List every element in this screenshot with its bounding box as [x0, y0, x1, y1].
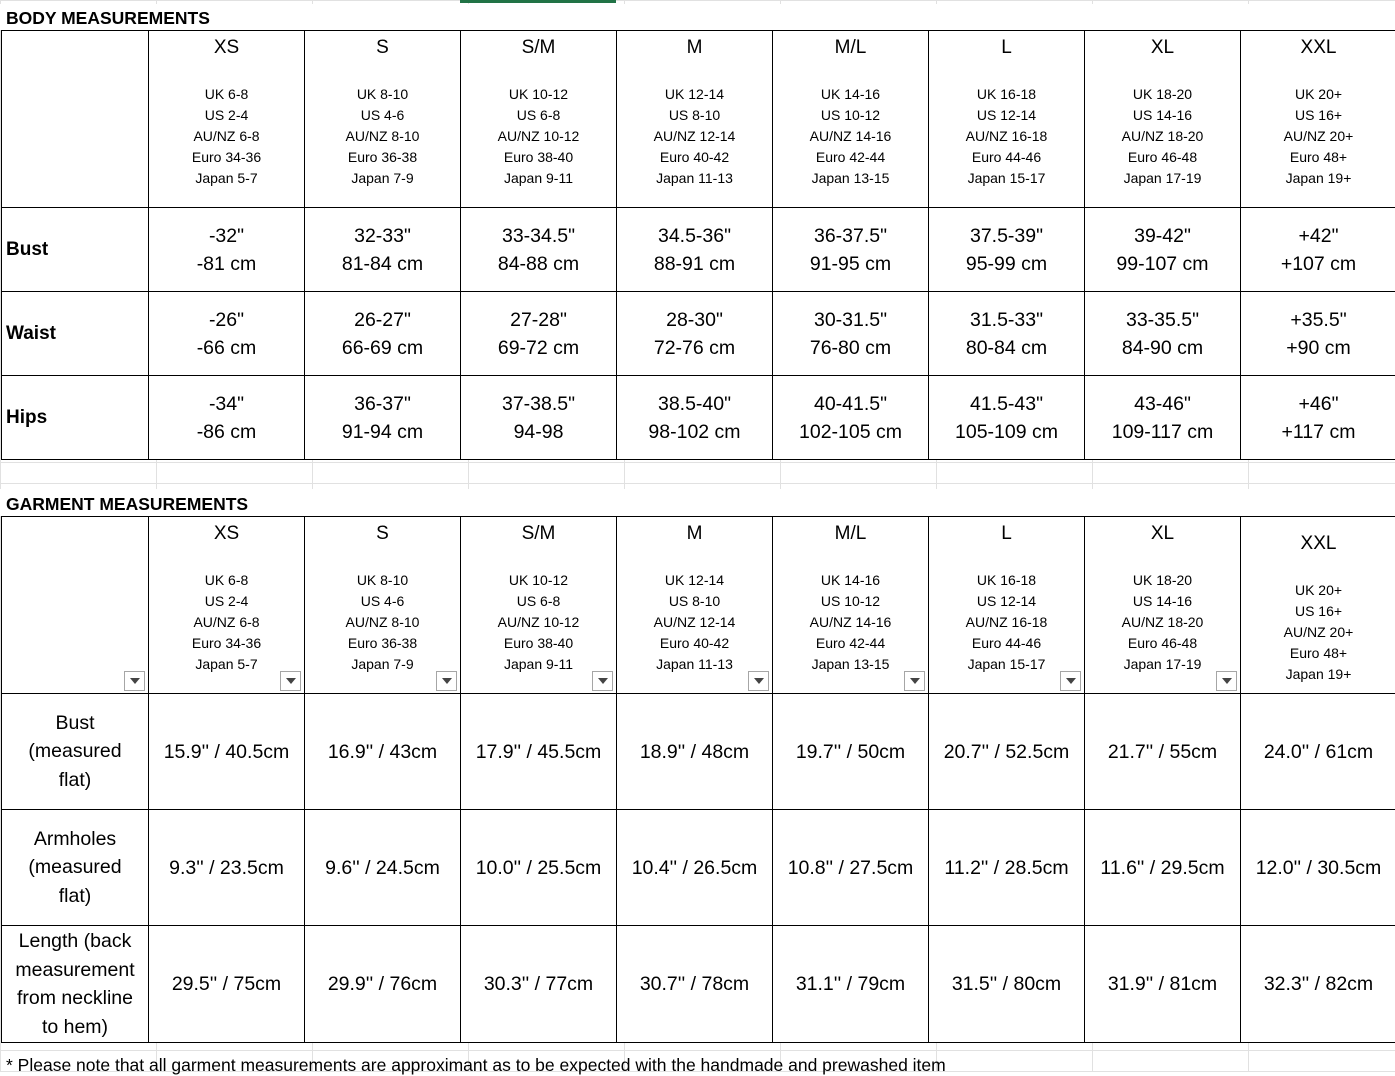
- row-label-waist[interactable]: Waist: [2, 292, 149, 376]
- size-conversion: UK 10-12: [508, 572, 569, 588]
- inch-value: 33-34.5": [501, 224, 576, 247]
- inch-value: 37.5-39": [969, 224, 1044, 247]
- size-name: M: [686, 37, 703, 58]
- garment-measurement-cell[interactable]: 29.5'' / 75cm: [149, 926, 305, 1043]
- garment-measurement-cell[interactable]: 21.7'' / 55cm: [1085, 694, 1241, 810]
- size-conversion: US 2-4: [204, 593, 249, 609]
- inch-value: 26-27": [354, 308, 411, 331]
- garment-measurement-cell[interactable]: 31.1'' / 79cm: [773, 926, 929, 1043]
- inch-value: 40-41.5": [813, 392, 888, 415]
- measurement-cell[interactable]: [617, 208, 773, 292]
- size-name: XL: [1150, 523, 1175, 544]
- chevron-down-icon: [1066, 678, 1076, 684]
- size-conversion: AU/NZ 14-16: [809, 614, 892, 630]
- size-conversion: UK 10-12: [508, 86, 569, 102]
- size-header-xxl[interactable]: [1241, 31, 1395, 208]
- body-measurements-title: BODY MEASUREMENTS: [6, 8, 210, 28]
- size-header-m[interactable]: [617, 31, 773, 208]
- cm-value: 102-105 cm: [799, 420, 902, 443]
- cm-value: +90 cm: [1286, 336, 1351, 359]
- size-header-m[interactable]: [617, 517, 773, 694]
- size-name: S: [376, 523, 389, 544]
- size-name: S: [376, 37, 389, 58]
- garment-measurement-cell[interactable]: 24.0'' / 61cm: [1241, 694, 1395, 810]
- inch-value: +35.5": [1290, 308, 1347, 331]
- measurement-cell[interactable]: [305, 376, 461, 460]
- row-label-line: Armholes: [33, 827, 117, 850]
- chevron-down-icon: [1222, 678, 1232, 684]
- garment-measurement-cell[interactable]: 11.6'' / 29.5cm: [1085, 810, 1241, 926]
- size-conversion: US 6-8: [516, 593, 561, 609]
- size-name: L: [1001, 523, 1012, 544]
- size-conversion: AU/NZ 8-10: [345, 128, 420, 144]
- cm-value: 84-88 cm: [497, 252, 580, 275]
- chevron-down-icon: [286, 678, 296, 684]
- cm-value: 80-84 cm: [965, 336, 1048, 359]
- garment-measurement-cell[interactable]: 19.7'' / 50cm: [773, 694, 929, 810]
- inch-value: 33-35.5": [1125, 308, 1200, 331]
- size-conversion: UK 14-16: [820, 572, 881, 588]
- garment-measurement-cell[interactable]: 10.4'' / 26.5cm: [617, 810, 773, 926]
- size-conversion: Euro 42-44: [815, 149, 886, 165]
- size-conversion: AU/NZ 16-18: [965, 614, 1048, 630]
- measurement-cell[interactable]: [773, 208, 929, 292]
- inch-value: 28-30": [666, 308, 723, 331]
- row-label-hips[interactable]: Hips: [2, 376, 149, 460]
- size-conversion: UK 18-20: [1132, 572, 1193, 588]
- size-name: XS: [213, 37, 240, 58]
- size-header-m-l[interactable]: [773, 31, 929, 208]
- size-conversion: UK 6-8: [204, 572, 249, 588]
- size-conversion: US 14-16: [1132, 593, 1193, 609]
- cm-value: 72-76 cm: [653, 336, 736, 359]
- cm-value: -81 cm: [196, 252, 257, 275]
- size-name: S/M: [521, 523, 556, 544]
- size-conversion: Euro 38-40: [503, 635, 574, 651]
- size-conversion: UK 16-18: [976, 572, 1037, 588]
- row-label-line: (measured: [28, 856, 122, 879]
- cm-value: 81-84 cm: [341, 252, 424, 275]
- size-conversion: Japan 17-19: [1123, 656, 1202, 672]
- measurement-cell[interactable]: [617, 376, 773, 460]
- size-conversion: Japan 19+: [1285, 666, 1352, 682]
- inch-value: 36-37": [354, 392, 411, 415]
- inch-value: 37-38.5": [501, 392, 576, 415]
- garment-measurement-cell[interactable]: 18.9'' / 48cm: [617, 694, 773, 810]
- row-label-bust[interactable]: [2, 694, 149, 810]
- body-measurements-table: [1, 30, 1395, 460]
- measurement-cell[interactable]: [305, 292, 461, 376]
- measurement-cell[interactable]: [1085, 208, 1241, 292]
- measurement-cell[interactable]: [149, 292, 305, 376]
- chevron-down-icon: [754, 678, 764, 684]
- size-conversion: Japan 5-7: [195, 170, 258, 186]
- size-conversion: US 16+: [1294, 603, 1343, 619]
- filter-dropdown-button[interactable]: [280, 671, 301, 691]
- measurement-cell[interactable]: [461, 376, 617, 460]
- cm-value: 66-69 cm: [341, 336, 424, 359]
- size-conversion: US 8-10: [668, 593, 721, 609]
- inch-value: 38.5-40": [657, 392, 732, 415]
- measurement-cell[interactable]: [773, 376, 929, 460]
- size-conversion: AU/NZ 6-8: [193, 614, 260, 630]
- size-conversion: Euro 34-36: [191, 149, 262, 165]
- cm-value: 95-99 cm: [965, 252, 1048, 275]
- measurement-cell[interactable]: [773, 292, 929, 376]
- cm-value: 98-102 cm: [648, 420, 741, 443]
- size-name: XXL: [1300, 533, 1337, 554]
- size-conversion: Japan 7-9: [351, 656, 414, 672]
- active-cell-indicator: [460, 0, 616, 3]
- size-conversion: US 16+: [1294, 107, 1343, 123]
- size-name: XS: [213, 523, 240, 544]
- cm-value: 94-98: [513, 420, 564, 443]
- size-conversion: Japan 11-13: [656, 170, 733, 186]
- garment-measurement-cell[interactable]: 11.2'' / 28.5cm: [929, 810, 1085, 926]
- measurement-cell[interactable]: [929, 292, 1085, 376]
- size-conversion: Japan 17-19: [1123, 170, 1202, 186]
- row-label-line: flat): [58, 884, 92, 907]
- row-label-line: measurement: [15, 958, 135, 981]
- size-conversion: Euro 40-42: [659, 635, 730, 651]
- size-conversion: Japan 11-13: [656, 656, 733, 672]
- garment-measurement-cell[interactable]: 32.3'' / 82cm: [1241, 926, 1395, 1043]
- inch-value: 31.5-33": [969, 308, 1044, 331]
- filter-dropdown-button[interactable]: [1216, 671, 1237, 691]
- row-label-line: to hem): [41, 1015, 109, 1038]
- measurement-cell[interactable]: [1241, 292, 1395, 376]
- size-conversion: AU/NZ 8-10: [345, 614, 420, 630]
- filter-dropdown-button[interactable]: [904, 671, 925, 691]
- size-header-m-l[interactable]: [773, 517, 929, 694]
- size-conversion: Euro 46-48: [1127, 149, 1198, 165]
- cm-value: 84-90 cm: [1121, 336, 1204, 359]
- size-header-s[interactable]: [305, 517, 461, 694]
- size-conversion: Japan 13-15: [811, 656, 890, 672]
- size-conversion: US 8-10: [668, 107, 721, 123]
- size-conversion: UK 8-10: [356, 86, 409, 102]
- inch-value: 30-31.5": [813, 308, 888, 331]
- size-conversion: US 12-14: [976, 593, 1037, 609]
- size-conversion: Euro 38-40: [503, 149, 574, 165]
- size-conversion: US 12-14: [976, 107, 1037, 123]
- cm-value: 91-95 cm: [809, 252, 892, 275]
- row-label-armholes[interactable]: [2, 810, 149, 926]
- corner-cell[interactable]: [2, 517, 149, 694]
- inch-value: +46": [1298, 392, 1339, 415]
- row-label-bust[interactable]: Bust: [2, 208, 149, 292]
- measurement-cell[interactable]: [1241, 376, 1395, 460]
- garment-measurement-cell[interactable]: 20.7'' / 52.5cm: [929, 694, 1085, 810]
- cm-value: 99-107 cm: [1116, 252, 1209, 275]
- size-name: M/L: [834, 37, 867, 58]
- row-label-length[interactable]: [2, 926, 149, 1043]
- cm-value: 91-94 cm: [341, 420, 424, 443]
- size-name: S/M: [521, 37, 556, 58]
- size-name: M/L: [834, 523, 867, 544]
- cm-value: 105-109 cm: [955, 420, 1058, 443]
- inch-value: -32": [208, 224, 245, 247]
- size-conversion: AU/NZ 18-20: [1121, 614, 1204, 630]
- filter-dropdown-button[interactable]: [1060, 671, 1081, 691]
- size-conversion: AU/NZ 16-18: [965, 128, 1048, 144]
- measurement-cell[interactable]: [1085, 376, 1241, 460]
- measurement-cell[interactable]: [1241, 208, 1395, 292]
- size-header-s-m[interactable]: [461, 31, 617, 208]
- size-header-s-m[interactable]: [461, 517, 617, 694]
- chevron-down-icon: [442, 678, 452, 684]
- size-conversion: Japan 15-17: [967, 170, 1046, 186]
- size-name: XXL: [1300, 37, 1337, 58]
- size-conversion: Euro 40-42: [659, 149, 730, 165]
- inch-value: 27-28": [510, 308, 567, 331]
- cm-value: 88-91 cm: [653, 252, 736, 275]
- size-name: L: [1001, 37, 1012, 58]
- cm-value: +107 cm: [1280, 252, 1357, 275]
- size-header-s[interactable]: [305, 31, 461, 208]
- corner-cell[interactable]: [2, 31, 149, 208]
- size-header-xs[interactable]: [149, 517, 305, 694]
- row-label-line: Length (back: [18, 930, 132, 952]
- filter-dropdown-button[interactable]: [124, 671, 145, 691]
- row-label-line: (measured: [28, 740, 122, 763]
- cm-value: -66 cm: [196, 336, 257, 359]
- inch-value: 36-37.5": [813, 224, 888, 247]
- inch-value: +42": [1298, 224, 1339, 247]
- size-conversion: Japan 5-7: [195, 656, 258, 672]
- measurement-cell[interactable]: [149, 376, 305, 460]
- row-label-line: flat): [58, 768, 92, 791]
- chevron-down-icon: [130, 678, 140, 684]
- garment-measurement-cell[interactable]: 9.3'' / 23.5cm: [149, 810, 305, 926]
- chevron-down-icon: [598, 678, 608, 684]
- size-conversion: Euro 48+: [1289, 645, 1348, 661]
- garment-measurements-table: [1, 516, 1395, 1043]
- garment-measurement-cell[interactable]: 30.3'' / 77cm: [461, 926, 617, 1043]
- size-conversion: AU/NZ 20+: [1283, 624, 1354, 640]
- garment-measurement-cell[interactable]: 31.9'' / 81cm: [1085, 926, 1241, 1043]
- size-conversion: Japan 15-17: [967, 656, 1046, 672]
- size-conversion: UK 14-16: [820, 86, 881, 102]
- size-conversion: AU/NZ 10-12: [497, 614, 580, 630]
- footnote: * Please note that all garment measurements are approximant as to be expected with the handmade and prewashed item: [6, 1055, 946, 1075]
- size-conversion: Euro 34-36: [191, 635, 262, 651]
- size-conversion: UK 20+: [1294, 582, 1343, 598]
- size-conversion: Euro 48+: [1289, 149, 1348, 165]
- size-conversion: Japan 7-9: [351, 170, 414, 186]
- size-conversion: Japan 9-11: [503, 170, 573, 186]
- inch-value: 32-33": [354, 224, 411, 247]
- measurement-cell[interactable]: [1085, 292, 1241, 376]
- size-conversion: AU/NZ 6-8: [193, 128, 260, 144]
- size-conversion: US 2-4: [204, 107, 249, 123]
- garment-measurement-cell[interactable]: 31.5'' / 80cm: [929, 926, 1085, 1043]
- size-conversion: Japan 9-11: [503, 656, 573, 672]
- inch-value: -26": [208, 308, 245, 331]
- garment-measurement-cell[interactable]: 10.0'' / 25.5cm: [461, 810, 617, 926]
- size-conversion: Euro 36-38: [347, 149, 418, 165]
- size-conversion: UK 18-20: [1132, 86, 1193, 102]
- row-label-line: Bust: [55, 711, 95, 734]
- cm-value: -86 cm: [196, 420, 257, 443]
- garment-measurement-cell[interactable]: 16.9'' / 43cm: [305, 694, 461, 810]
- size-header-l[interactable]: [929, 517, 1085, 694]
- size-conversion: UK 20+: [1294, 86, 1343, 102]
- cm-value: 76-80 cm: [809, 336, 892, 359]
- size-conversion: UK 6-8: [204, 86, 249, 102]
- size-conversion: AU/NZ 20+: [1283, 128, 1354, 144]
- size-header-xs[interactable]: [149, 31, 305, 208]
- garment-measurement-cell[interactable]: 15.9'' / 40.5cm: [149, 694, 305, 810]
- cm-value: 109-117 cm: [1111, 420, 1214, 443]
- measurement-cell[interactable]: [929, 376, 1085, 460]
- size-conversion: Japan 13-15: [811, 170, 890, 186]
- size-conversion: UK 8-10: [356, 572, 409, 588]
- measurement-cell[interactable]: [617, 292, 773, 376]
- inch-value: 34.5-36": [657, 224, 732, 247]
- row-label-line: from neckline: [17, 987, 133, 1009]
- measurement-cell[interactable]: [461, 292, 617, 376]
- size-conversion: Japan 19+: [1285, 170, 1352, 186]
- size-conversion: Euro 46-48: [1127, 635, 1198, 651]
- filter-dropdown-button[interactable]: [592, 671, 613, 691]
- size-header-xl[interactable]: [1085, 517, 1241, 694]
- size-conversion: UK 12-14: [664, 572, 725, 588]
- filter-dropdown-button[interactable]: [748, 671, 769, 691]
- size-conversion: AU/NZ 12-14: [653, 128, 736, 144]
- size-conversion: Euro 36-38: [347, 635, 418, 651]
- inch-value: 43-46": [1134, 392, 1191, 415]
- size-conversion: AU/NZ 14-16: [809, 128, 892, 144]
- size-name: M: [686, 523, 703, 544]
- cm-value: +117 cm: [1281, 420, 1356, 443]
- measurement-cell[interactable]: [461, 208, 617, 292]
- chevron-down-icon: [910, 678, 920, 684]
- garment-measurement-cell[interactable]: 9.6'' / 24.5cm: [305, 810, 461, 926]
- inch-value: 39-42": [1134, 224, 1191, 247]
- size-conversion: UK 16-18: [976, 86, 1037, 102]
- garment-measurement-cell[interactable]: 29.9'' / 76cm: [305, 926, 461, 1043]
- garment-measurement-cell[interactable]: 12.0'' / 30.5cm: [1241, 810, 1395, 926]
- size-header-xxl[interactable]: [1241, 517, 1395, 694]
- size-conversion: US 4-6: [360, 107, 405, 123]
- size-conversion: Euro 42-44: [815, 635, 886, 651]
- size-conversion: US 14-16: [1132, 107, 1193, 123]
- garment-measurement-cell[interactable]: 17.9'' / 45.5cm: [461, 694, 617, 810]
- size-conversion: AU/NZ 10-12: [497, 128, 580, 144]
- size-header-xl[interactable]: [1085, 31, 1241, 208]
- garment-measurement-cell[interactable]: 10.8'' / 27.5cm: [773, 810, 929, 926]
- size-conversion: US 10-12: [820, 107, 881, 123]
- measurement-cell[interactable]: [929, 208, 1085, 292]
- measurement-cell[interactable]: [149, 208, 305, 292]
- size-conversion: AU/NZ 12-14: [653, 614, 736, 630]
- size-conversion: US 10-12: [820, 593, 881, 609]
- cm-value: 69-72 cm: [497, 336, 580, 359]
- garment-measurements-title: GARMENT MEASUREMENTS: [6, 494, 249, 514]
- size-header-l[interactable]: [929, 31, 1085, 208]
- garment-measurement-cell[interactable]: 30.7'' / 78cm: [617, 926, 773, 1043]
- inch-value: -34": [208, 392, 245, 415]
- size-conversion: UK 12-14: [664, 86, 725, 102]
- size-conversion: US 6-8: [516, 107, 561, 123]
- size-name: XL: [1150, 37, 1175, 58]
- inch-value: 41.5-43": [969, 392, 1044, 415]
- size-conversion: AU/NZ 18-20: [1121, 128, 1204, 144]
- size-conversion: Euro 44-46: [971, 635, 1042, 651]
- size-conversion: Euro 44-46: [971, 149, 1042, 165]
- measurement-cell[interactable]: [305, 208, 461, 292]
- filter-dropdown-button[interactable]: [436, 671, 457, 691]
- size-conversion: US 4-6: [360, 593, 405, 609]
